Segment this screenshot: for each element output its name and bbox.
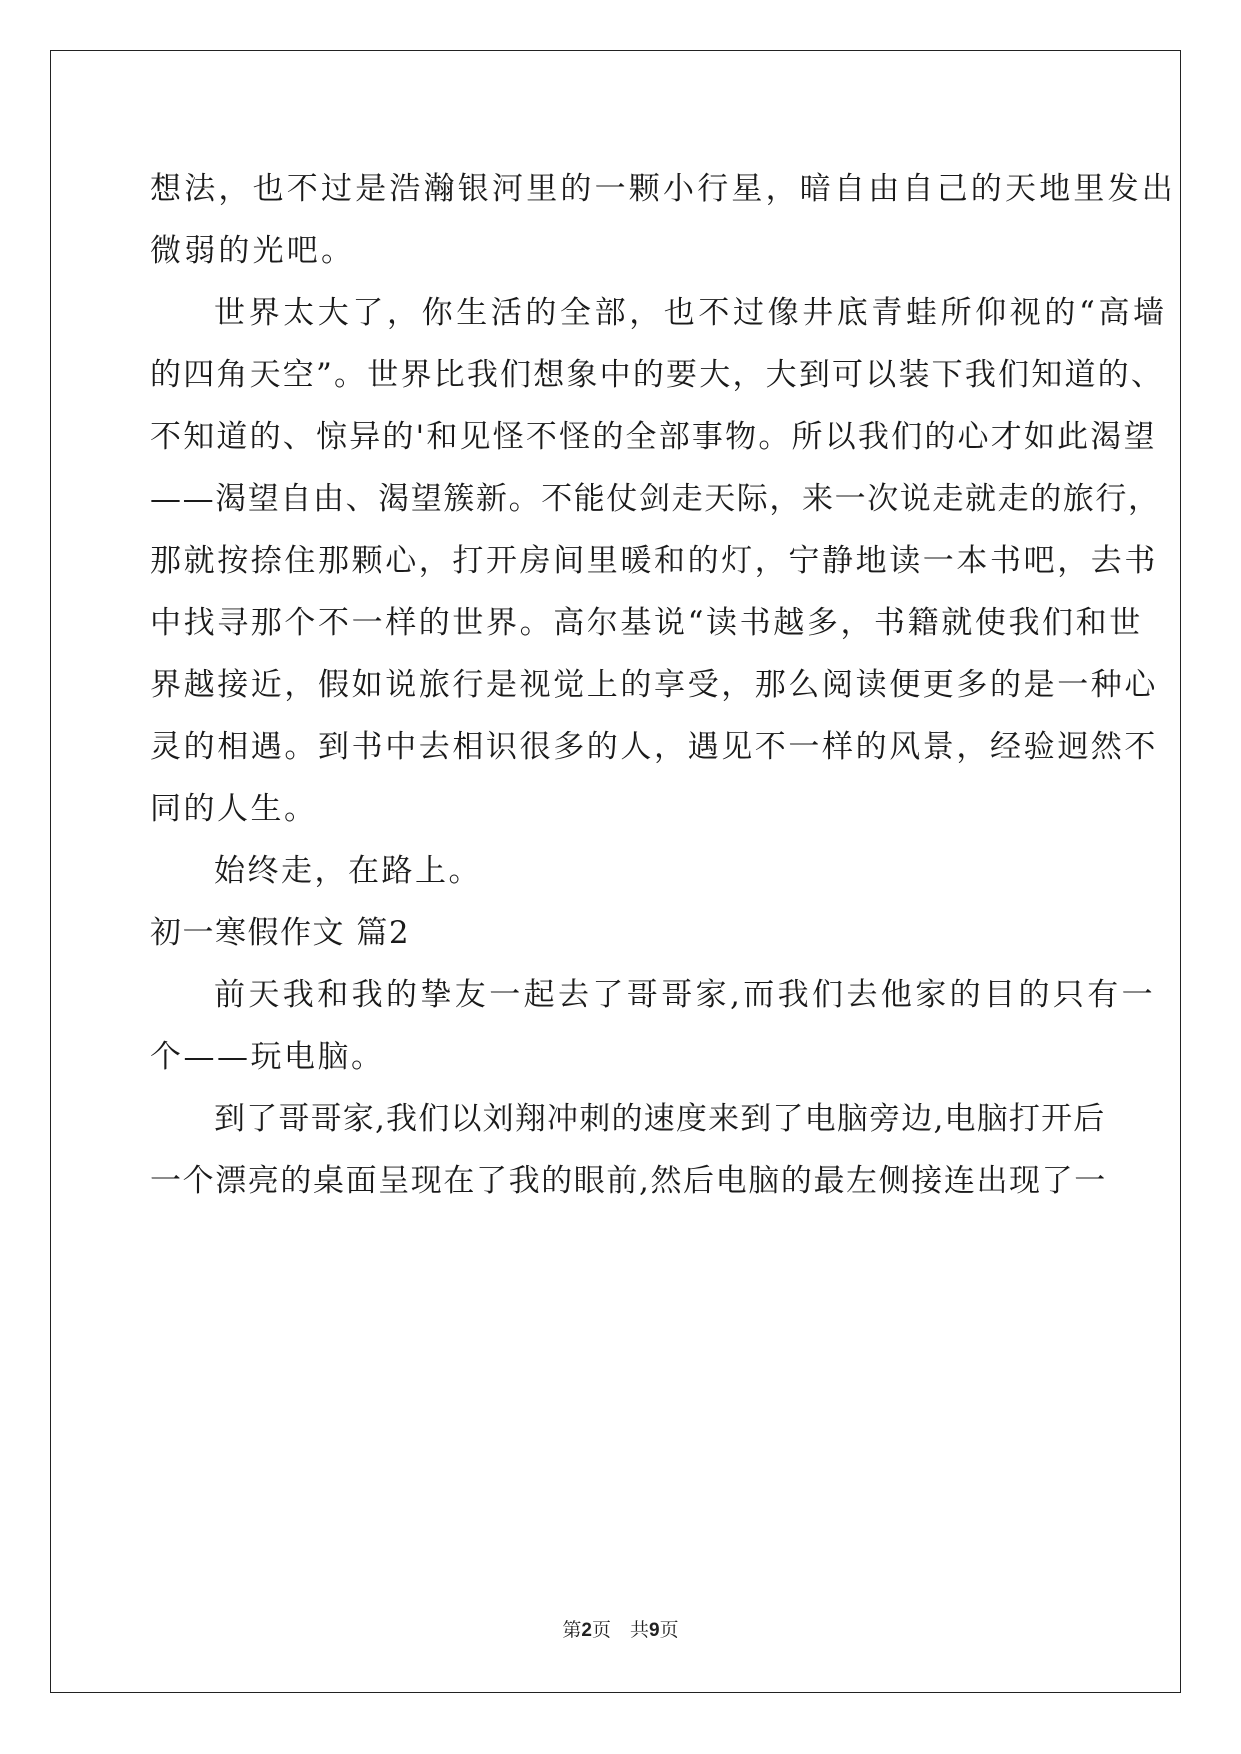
text-line: 界越接近，假如说旅行是视觉上的享受，那么阅读便更多的是一种心 bbox=[150, 667, 1158, 703]
text-line: 想法，也不过是浩瀚银河里的一颗小行星，暗自由自己的天地里发出 bbox=[150, 171, 1176, 207]
text-line: 到了哥哥家,我们以刘翔冲刺的速度来到了电脑旁边,电脑打开后 bbox=[214, 1101, 1106, 1137]
text-line: 同的人生。 bbox=[150, 791, 318, 827]
text-line: 世界太大了，你生活的全部，也不过像井底青蛙所仰视的“高墙 bbox=[214, 295, 1168, 331]
text-line: 那就按捺住那颗心，打开房间里暖和的灯，宁静地读一本书吧，去书 bbox=[150, 543, 1158, 579]
text-line: 微弱的光吧。 bbox=[150, 233, 356, 269]
text-line: 的四角天空”。世界比我们想象中的要大，大到可以装下我们知道的、 bbox=[150, 357, 1165, 393]
text-line: 始终走，在路上。 bbox=[214, 853, 482, 889]
text-line: 一个漂亮的桌面呈现在了我的眼前,然后电脑的最左侧接连出现了一 bbox=[150, 1163, 1107, 1199]
total-pages-number: 9 bbox=[649, 1620, 660, 1641]
text-line: 不知道的、惊异的'和见怪不怪的全部事物。所以我们的心才如此渴望 bbox=[150, 419, 1157, 455]
footer-suffix: 页 bbox=[659, 1619, 679, 1641]
current-page-number: 2 bbox=[581, 1620, 592, 1641]
text-line: 灵的相遇。到书中去相识很多的人，遇见不一样的风景，经验迥然不 bbox=[150, 729, 1158, 765]
section-heading: 初一寒假作文 篇2 bbox=[150, 915, 411, 951]
text-line: 个——玩电脑。 bbox=[150, 1039, 385, 1075]
document-body bbox=[150, 158, 1176, 1212]
footer-prefix: 第 bbox=[562, 1619, 582, 1641]
page-footer bbox=[0, 1615, 1241, 1642]
text-line: 前天我和我的挚友一起去了哥哥家,而我们去他家的目的只有一 bbox=[214, 977, 1157, 1013]
text-line: ——渴望自由、渴望簇新。不能仗剑走天际，来一次说走就走的旅行， bbox=[150, 481, 1161, 517]
text-line: 中找寻那个不一样的世界。高尔基说“读书越多，书籍就使我们和世 bbox=[150, 605, 1143, 641]
footer-middle: 页 共 bbox=[591, 1619, 649, 1641]
